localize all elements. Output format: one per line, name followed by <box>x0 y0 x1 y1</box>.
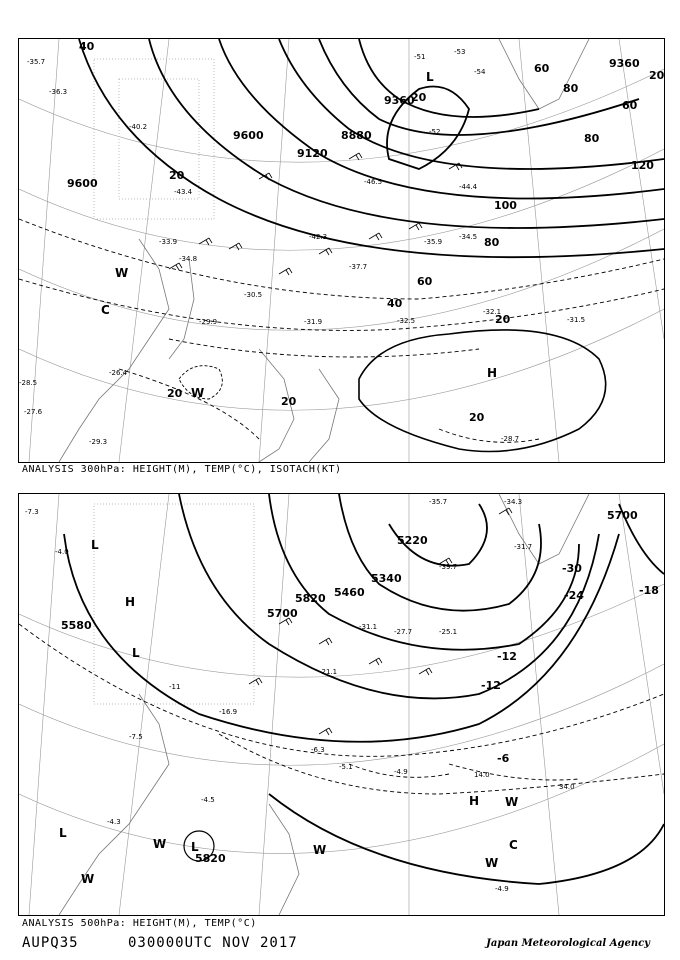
temp-label: -4.5 <box>201 796 215 804</box>
height-label: 9360 <box>384 94 415 107</box>
temperature-labels <box>25 498 659 893</box>
warm-center-symbol: W <box>153 837 167 851</box>
height-label: 8880 <box>341 129 372 142</box>
temp-label: -54 <box>474 68 486 76</box>
warm-center-symbol: W <box>191 386 205 400</box>
cold-center-symbol: C <box>509 838 518 852</box>
temp-label: -52 <box>429 128 441 136</box>
map-300hpa-svg <box>19 39 664 462</box>
temp-label: -30 <box>562 562 582 575</box>
isotach-label: 120 <box>631 159 654 172</box>
height-contours <box>64 494 664 884</box>
temp-label: -21.1 <box>319 668 338 676</box>
temp-label: -4.9 <box>495 885 509 893</box>
temp-label: -25.1 <box>439 628 458 636</box>
height-label: 9600 <box>67 177 98 190</box>
low-pressure-symbol: L <box>191 840 199 854</box>
temp-label: -37.7 <box>349 263 368 271</box>
temp-label: -43.4 <box>174 188 193 196</box>
high-pressure-symbol: H <box>469 794 480 808</box>
temp-label: -29.3 <box>89 438 108 446</box>
coastlines <box>59 39 589 462</box>
caption-300hpa: ANALYSIS 300hPa: HEIGHT(M), TEMP(°C), ISOTACH(KT) <box>22 464 342 475</box>
temp-label: -35.7 <box>27 58 46 66</box>
warm-center-symbol: W <box>505 795 519 809</box>
temp-label: -46.5 <box>364 178 383 186</box>
isotach-label: 20 <box>169 169 185 182</box>
temp-label: -28.7 <box>501 435 520 443</box>
wind-barbs <box>169 153 462 275</box>
height-label: 5700 <box>267 607 298 620</box>
temp-label: -42.3 <box>309 233 328 241</box>
temp-label: -4.3 <box>107 818 121 826</box>
caption-500hpa: ANALYSIS 500hPa: HEIGHT(M), TEMP(°C) <box>22 918 257 929</box>
temp-label: -44.4 <box>459 183 478 191</box>
height-label: 5220 <box>397 534 428 547</box>
low-pressure-symbol: L <box>91 538 99 552</box>
height-label: 5580 <box>61 619 92 632</box>
temp-label: -31.5 <box>567 316 586 324</box>
height-label: 5460 <box>334 586 365 599</box>
temp-label: -29.9 <box>199 318 218 326</box>
temp-label: -7.5 <box>129 733 143 741</box>
isotach-label: 20 <box>649 69 664 82</box>
temp-label: -6 <box>497 752 510 765</box>
wind-barbs <box>249 508 512 735</box>
high-pressure-symbol: H <box>125 595 136 609</box>
data-sparse-region <box>94 59 214 219</box>
temp-label: -53 <box>454 48 466 56</box>
low-pressure-symbol: L <box>132 646 140 660</box>
product-code: AUPQ35 <box>22 935 79 951</box>
temperature-labels <box>19 48 585 446</box>
temp-label: -12 <box>481 679 501 692</box>
low-pressure-symbol: L <box>59 826 67 840</box>
temp-label: -27.7 <box>394 628 413 636</box>
warm-center-symbol: W <box>485 856 499 870</box>
temp-label: -18 <box>639 584 659 597</box>
isotach-label: 80 <box>484 236 500 249</box>
isotherm-contours <box>19 219 664 442</box>
isotach-label: 20 <box>281 395 297 408</box>
temp-label: -34.8 <box>179 255 198 263</box>
isotach-label: 60 <box>534 62 550 75</box>
isotach-label: 20 <box>495 313 511 326</box>
high-pressure-symbol: H <box>487 366 498 380</box>
cold-center-symbol: C <box>101 303 110 317</box>
temp-label: -12 <box>497 650 517 663</box>
temp-label: -6.3 <box>311 746 325 754</box>
isotach-label: 100 <box>494 199 517 212</box>
temp-label: -4.0 <box>55 548 69 556</box>
agency-name: Japan Meteorological Agency <box>486 938 650 949</box>
isotach-label: 40 <box>79 40 95 53</box>
isotach-label: 80 <box>563 82 579 95</box>
height-label: 9600 <box>233 129 264 142</box>
isotach-label: 60 <box>622 99 638 112</box>
temp-label: -31.7 <box>514 543 533 551</box>
temp-label: -35.9 <box>424 238 443 246</box>
low-pressure-symbol: L <box>426 70 434 84</box>
isotach-label: 20 <box>167 387 183 400</box>
temp-label: -24 <box>564 589 584 602</box>
graticule <box>19 39 664 462</box>
temp-label: -7.3 <box>25 508 39 516</box>
height-contours <box>79 39 664 257</box>
height-label: 9120 <box>297 147 328 160</box>
temp-label: -32.5 <box>397 317 416 325</box>
temp-label: -4.9 <box>394 768 408 776</box>
isotach-label: 20 <box>411 91 427 104</box>
temp-label: -27.6 <box>24 408 43 416</box>
temp-label: -31.1 <box>359 623 378 631</box>
height-label: 5820 <box>295 592 326 605</box>
height-label: 9360 <box>609 57 640 70</box>
temp-label: -34.3 <box>504 498 523 506</box>
map-500hpa-svg <box>19 494 664 915</box>
isotach-label: 80 <box>584 132 600 145</box>
temp-label: -16.9 <box>219 708 238 716</box>
warm-center-symbol: W <box>313 843 327 857</box>
temp-label: -36.3 <box>49 88 68 96</box>
temp-label: -51 <box>414 53 426 61</box>
temp-label: -34.5 <box>459 233 478 241</box>
warm-center-symbol: W <box>81 872 95 886</box>
isotach-label: 60 <box>417 275 433 288</box>
temp-label: -5.1 <box>339 763 353 771</box>
temp-label: -35.7 <box>429 498 448 506</box>
warm-center-symbol: W <box>115 266 129 280</box>
valid-time: 030000UTC NOV 2017 <box>128 935 298 951</box>
temp-label: -33.9 <box>159 238 178 246</box>
height-label: 5820 <box>195 852 226 865</box>
temp-label: -26.4 <box>109 369 128 377</box>
map-panel-500hpa <box>18 493 665 916</box>
map-panel-300hpa <box>18 38 665 463</box>
temp-label: -31.9 <box>304 318 323 326</box>
height-label: 5340 <box>371 572 402 585</box>
temp-label: 34.0 <box>559 783 575 791</box>
temp-label: -32.1 <box>483 308 502 316</box>
temp-label: -11 <box>169 683 181 691</box>
jet-core-contour <box>359 330 606 452</box>
temp-label: 14.0 <box>474 771 490 779</box>
temp-label: -28.5 <box>19 379 38 387</box>
data-sparse-region <box>94 504 254 704</box>
temp-label: -40.2 <box>129 123 148 131</box>
temp-label: -30.5 <box>244 291 263 299</box>
height-label: 5700 <box>607 509 638 522</box>
temp-label: -39.7 <box>439 563 458 571</box>
isotach-label: 20 <box>469 411 485 424</box>
isotach-label: 40 <box>387 297 403 310</box>
